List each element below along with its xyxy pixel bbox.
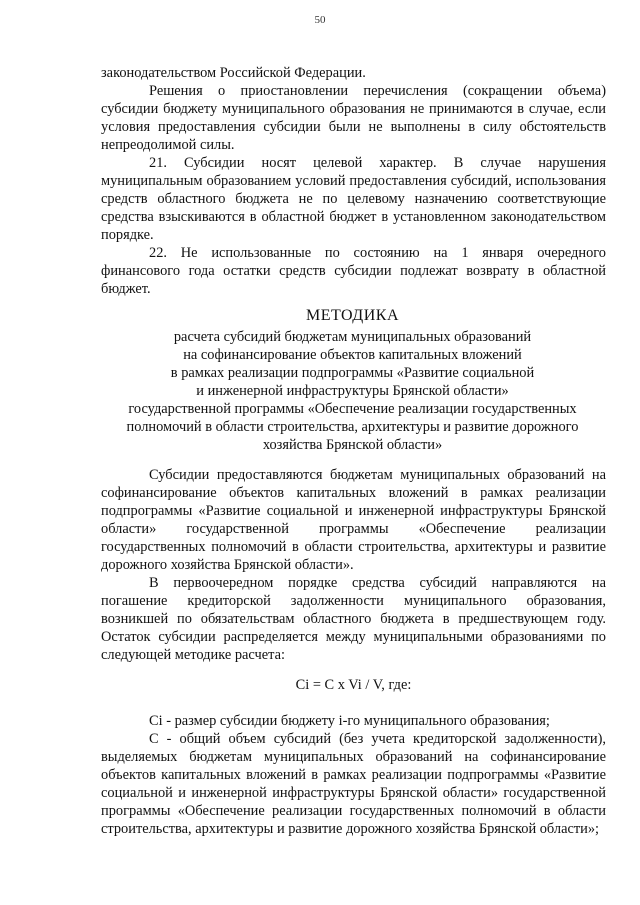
methodology-subtitle-line: хозяйства Брянской области» <box>262 437 443 453</box>
methodology-header <box>100 306 605 454</box>
methodology-subtitle-line: полномочий в области строительства, архитектуры и развитие дорожного <box>126 419 579 435</box>
paragraph-ci-definition: Сi - размер субсидии бюджету i-го муниципального образования; <box>149 713 550 729</box>
methodology-subtitle-line: и инженерной инфраструктуры Брянской области» <box>196 383 509 399</box>
paragraph-c-definition: С - общий объем субсидий (без учета кредиторской задолженности), выделяемых бюджетам муниципальных образований на софинансирование объектов капитальных вложений в рамках реализации подпрограммы «Развитие социальной и инженерной инфраструктуры Брянской области» государственной программы «Обеспечение реализации государственных полномочий в области строительства, архитектуры и развитие дорожного хозяйства Брянской области»; <box>101 731 606 837</box>
methodology-subtitle-line: на софинансирование объектов капитальных вложений <box>183 347 522 363</box>
paragraph-law-continuation: законодательством Российской Федерации. <box>101 65 366 81</box>
paragraph-item-22: 22. Не использованные по состоянию на 1 января очередного финансового года остатки средств субсидии подлежат возврату в областной бюджет. <box>101 245 606 297</box>
methodology-subtitle-line: расчета субсидий бюджетам муниципальных образований <box>173 329 532 345</box>
paragraph-item-21: 21. Субсидии носят целевой характер. В случае нарушения муниципальным образованием условий предоставления субсидий, использования средств областного бюджета не по целевому назначению соответствующие средства взыскиваются в областной бюджет в установленном законодательством порядке. <box>101 155 606 243</box>
paragraph-subsidies-provided: Субсидии предоставляются бюджетам муниципальных образований на софинансирование объектов капитальных вложений в рамках реализации подпрограммы «Развитие социальной и инженерной инфраструктуры Брянской области» государственной программы «Обеспечение реализации государственных полномочий в области строительства, архитектуры и развитие дорожного хозяйства Брянской области». <box>101 467 606 573</box>
paragraph-priority-order: В первоочередном порядке средства субсидий направляются на погашение кредиторской задолженности муниципального образования, возникшей по обязательствам областного бюджета в предшествующем году. Остаток субсидии распределяется между муниципальными образованиями по следующей методике расчета: <box>101 575 606 663</box>
formula: Сi = С x Vi / V, где: <box>295 677 412 693</box>
methodology-title: МЕТОДИКА <box>305 307 399 324</box>
paragraph-suspension-decisions: Решения о приостановлении перечисления (сокращении объема) субсидии бюджету муниципального образования не принимаются в случае, если условия предоставления субсидии были не выполнены в силу обстоятельств непреодолимой силы. <box>101 83 606 153</box>
page-number: 50 <box>314 14 326 26</box>
methodology-subtitle-line: государственной программы «Обеспечение реализации государственных <box>128 401 577 417</box>
methodology-subtitle-line: в рамках реализации подпрограммы «Развитие социальной <box>170 365 535 381</box>
